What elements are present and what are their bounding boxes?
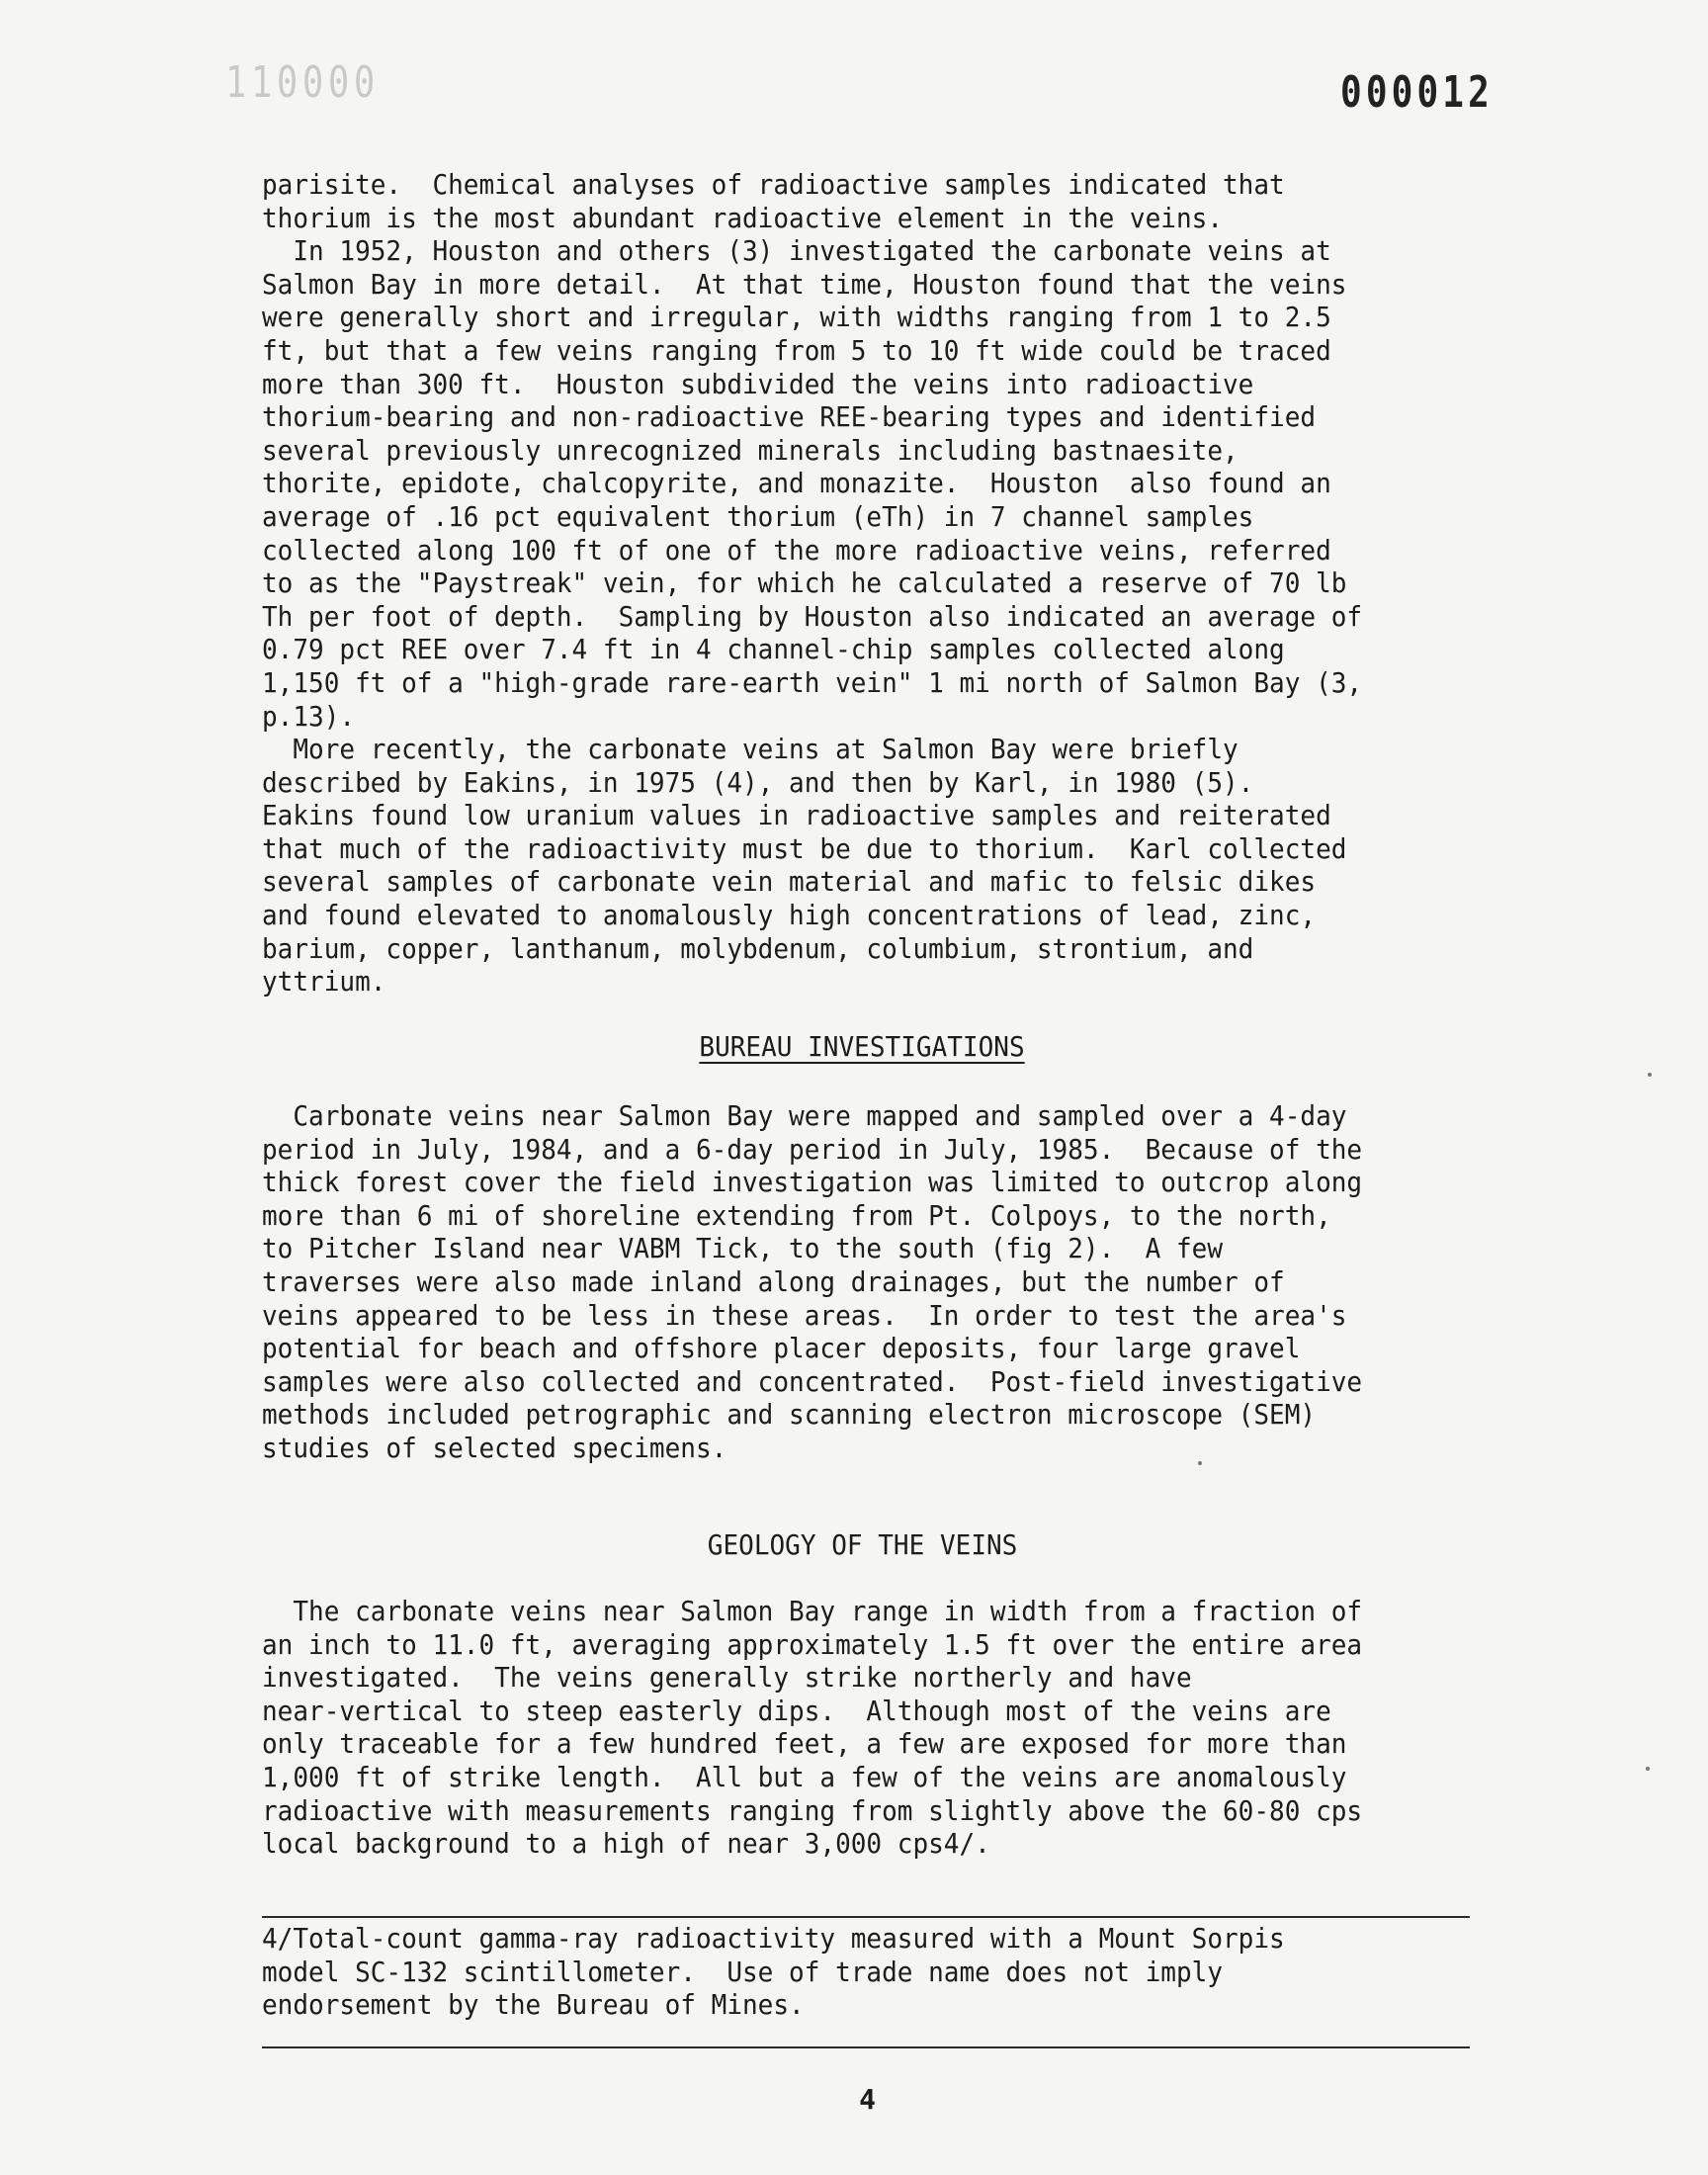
heading-geology-of-veins <box>0 1528 1708 1562</box>
scan-speck <box>1646 1767 1650 1771</box>
heading-bureau-investigations <box>0 1030 1708 1064</box>
footnote-bottom-rule <box>262 2046 1470 2048</box>
intro-paragraphs: parisite. Chemical analyses of radioactive samples indicated that thorium is the most abundant radioactive element in the veins. In 1952, Houston and others (3) investigated the carbonate veins at Salmon Bay in more detail. At that time, Houston found that the veins were generally short and irregular, with widths ranging from 1 to 2.5 ft, but that a few veins ranging from 5 to 10 ft wide could be traced more than 300 ft. Houston subdivided the veins into radioactive thorium-bearing and non-radioactive REE-bearing types and identified several previously unrecognized minerals including bastnaesite, thorite, epidote, chalcopyrite, and monazite. Houston also found an average of .16 pct equivalent thorium (eTh) in 7 channel samples collected along 100 ft of one of the more radioactive veins, referred to as the "Paystreak" vein, for which he calculated a reserve of 70 lb Th per foot of depth. Sampling by Houston also indicated an average of 0.79 pct REE over 7.4 ft in 4 channel-chip samples collected along 1,150 ft of a "high-grade rare-earth vein" 1 mi north of Salmon Bay (3, p.13). More recently, the carbonate veins at Salmon Bay were briefly described by Eakins, in 1975 (4), and then by Karl, in 1980 (5). Eakins found low uranium values in radioactive samples and reiterated that much of the radioactivity must be due to thorium. Karl collected several samples of carbonate vein material and mafic to felsic dikes and found elevated to anomalously high concentrations of lead, zinc, barium, copper, lanthanum, molybdenum, columbium, strontium, and yttrium. <box>262 168 1363 999</box>
document-id: 000012 <box>1340 67 1494 118</box>
scan-speck <box>1198 1461 1202 1465</box>
geology-paragraph: The carbonate veins near Salmon Bay range in width from a fraction of an inch to 11.0 ft, averaging approximately 1.5 ft over the entire area investigated. The veins generally strike northerly and have near-vertical to steep easterly dips. Although most of the veins are only traceable for a few hundred feet, a few are exposed for more than 1,000 ft of strike length. All but a few of the veins are anomalously radioactive with measurements ranging from slightly above the 60-80 cps local background to a high of near 3,000 cps4/. <box>262 1595 1363 1861</box>
footnote: 4/Total-count gamma-ray radioactivity measured with a Mount Sorpis model SC-132 scintillometer. Use of trade name does not imply endorsement by the Bureau of Mines. <box>262 1922 1285 2022</box>
faint-document-id: 110000 <box>225 57 380 108</box>
scan-speck <box>1648 1073 1652 1077</box>
heading-bureau-text: BUREAU INVESTIGATIONS <box>699 1030 1026 1063</box>
page-number: 4 <box>859 2083 876 2116</box>
bureau-paragraph: Carbonate veins near Salmon Bay were mapped and sampled over a 4-day period in July, 1984, and a 6-day period in July, 1985. Because of the thick forest cover the field investigation was limited to outcrop along more than 6 mi of shoreline extending from Pt. Colpoys, to the north, to Pitcher Island near VABM Tick, to the south (fig 2). A few traverses were also made inland along drainages, but the number of veins appeared to be less in these areas. In order to test the area's potential for beach and offshore placer deposits, four large gravel samples were also collected and concentrated. Post-field investigative methods included petrographic and scanning electron microscope (SEM) studies of selected specimens. <box>262 1099 1363 1464</box>
heading-geology-text: GEOLOGY OF THE VEINS <box>707 1528 1018 1561</box>
footnote-top-rule <box>262 1916 1470 1918</box>
